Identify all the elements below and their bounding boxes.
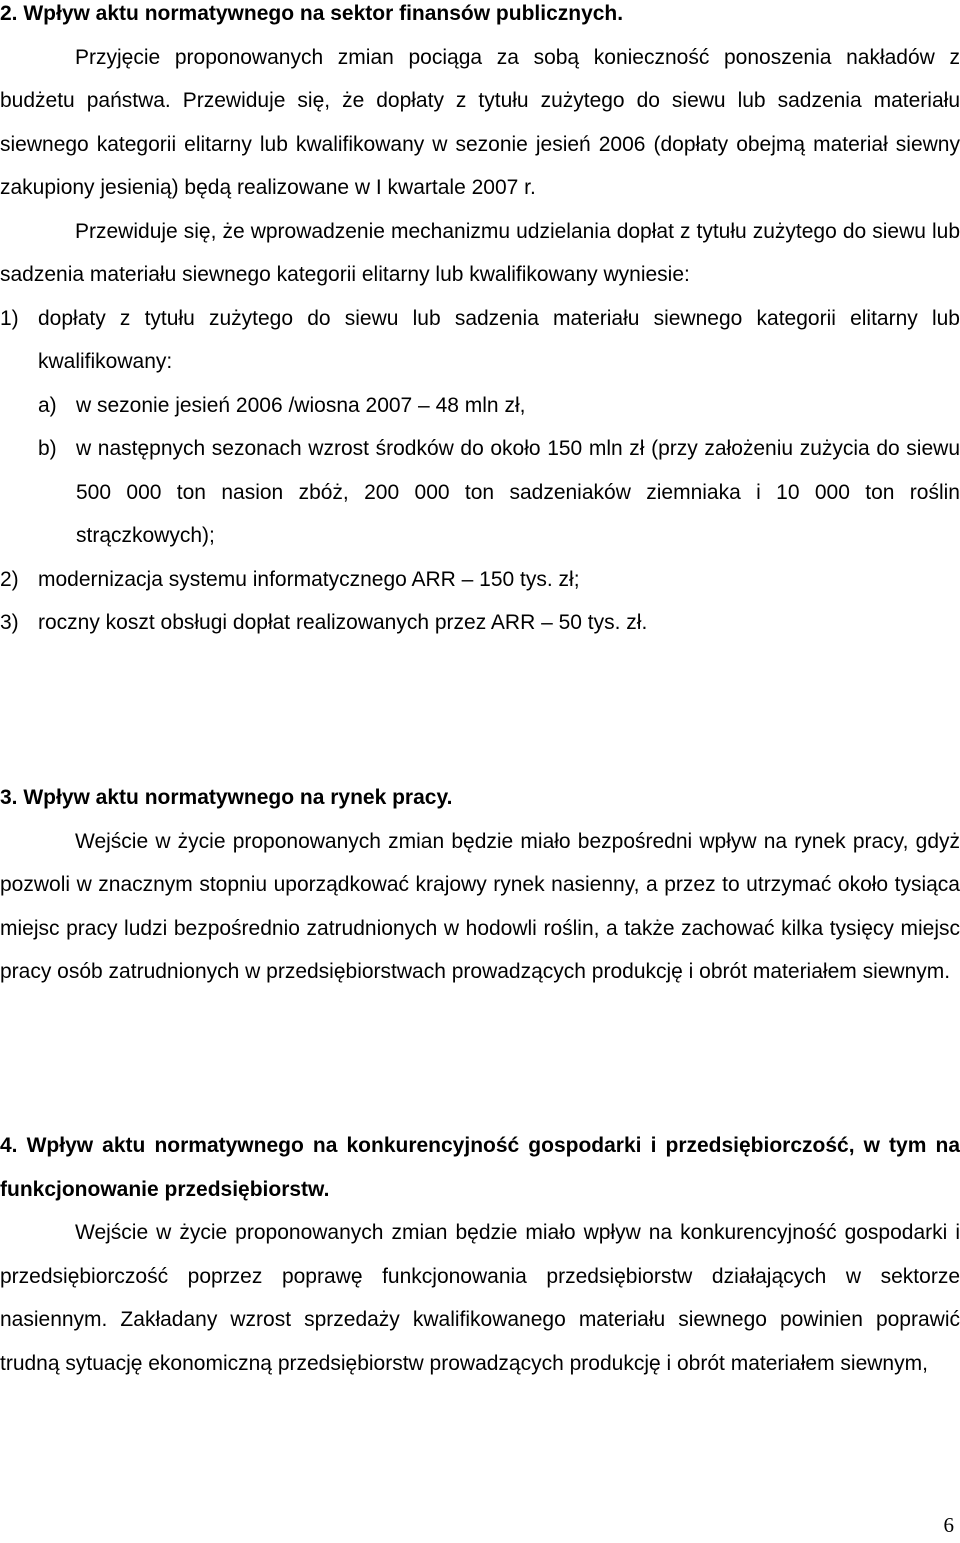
list-subitem-b-letter: b)	[38, 437, 57, 460]
list-item-1	[0, 297, 960, 384]
section-4	[0, 1124, 960, 1385]
list-item-3-number: 3)	[0, 611, 19, 634]
section-2	[0, 0, 960, 645]
list-item-2-number: 2)	[0, 567, 19, 591]
section-3-heading: 3. Wpływ aktu normatywnego na rynek pracy.	[0, 786, 453, 809]
section-3	[0, 776, 960, 994]
list-subitem-b	[0, 427, 960, 558]
list-item-2-text: modernizacja systemu informatycznego ARR – 150 tys. zł;	[38, 567, 580, 591]
list-subitem-a-letter: a)	[38, 393, 57, 417]
list-item-2	[0, 558, 960, 602]
list-item-3-text: roczny koszt obsługi dopłat realizowanych przez ARR – 50 tys. zł.	[38, 611, 648, 634]
list-item-1-text: dopłaty z tytułu zużytego do siewu lub sadzenia materiału siewnego kategorii elitarny lub kwalifikowany:	[38, 306, 960, 373]
section-4-heading: 4. Wpływ aktu normatywnego na konkurencyjność gospodarki i przedsiębiorczość, w tym na funkcjonowanie przedsiębiorstw.	[0, 1134, 960, 1201]
page-number: 6	[943, 1513, 954, 1537]
section-2-heading: 2. Wpływ aktu normatywnego na sektor finansów publicznych.	[0, 2, 624, 25]
list-item-1-number: 1)	[0, 306, 19, 330]
list-item-3	[0, 601, 960, 645]
section-2-paragraph-1: Przyjęcie proponowanych zmian pociąga za sobą konieczność ponoszenia nakładów z budżetu państwa. Przewiduje się, że dopłaty z tytułu zużytego do siewu lub sadzenia materiału siewnego kategorii elitarny lub kwalifikowany w sezonie jesień 2006 (dopłaty obejmą materiał siewny zakupiony jesienią) będą realizowane w I kwartale 2007 r.	[0, 45, 960, 199]
section-2-paragraph-2: Przewiduje się, że wprowadzenie mechanizmu udzielania dopłat z tytułu zużytego do siewu lub sadzenia materiału siewnego kategorii elitarny lub kwalifikowany wyniesie:	[0, 219, 960, 286]
list-subitem-b-text: w następnych sezonach wzrost środków do około 150 mln zł (przy założeniu zużycia do siewu 500 000 ton nasion zbóż, 200 000 ton sadzeniaków ziemniaka i 10 000 ton roślin strączkowych);	[76, 437, 960, 547]
section-3-paragraph-1: Wejście w życie proponowanych zmian będzie miało bezpośredni wpływ na rynek pracy, gdyż pozwoli w znacznym stopniu uporządkować krajowy rynek nasienny, a przez to utrzymać około tysiąca miejsc pracy ludzi bezpośrednio zatrudnionych w hodowli roślin, a także zachować kilka tysięcy miejsc pracy osób zatrudnionych w przedsiębiorstwach prowadzących produkcję i obrót materiałem siewnym.	[0, 829, 960, 983]
list-subitem-a-text: w sezonie jesień 2006 /wiosna 2007 – 48 mln zł,	[76, 393, 526, 417]
section-4-paragraph-1: Wejście w życie proponowanych zmian będzie miało wpływ na konkurencyjność gospodarki i przedsiębiorczość poprzez poprawę funkcjonowania przedsiębiorstw działających w sektorze nasiennym. Zakładany wzrost sprzedaży kwalifikowanego materiału siewnego powinien poprawić trudną sytuację ekonomiczną przedsiębiorstw prowadzących produkcję i obrót materiałem siewnym,	[0, 1221, 960, 1375]
list-subitem-a	[0, 384, 960, 428]
